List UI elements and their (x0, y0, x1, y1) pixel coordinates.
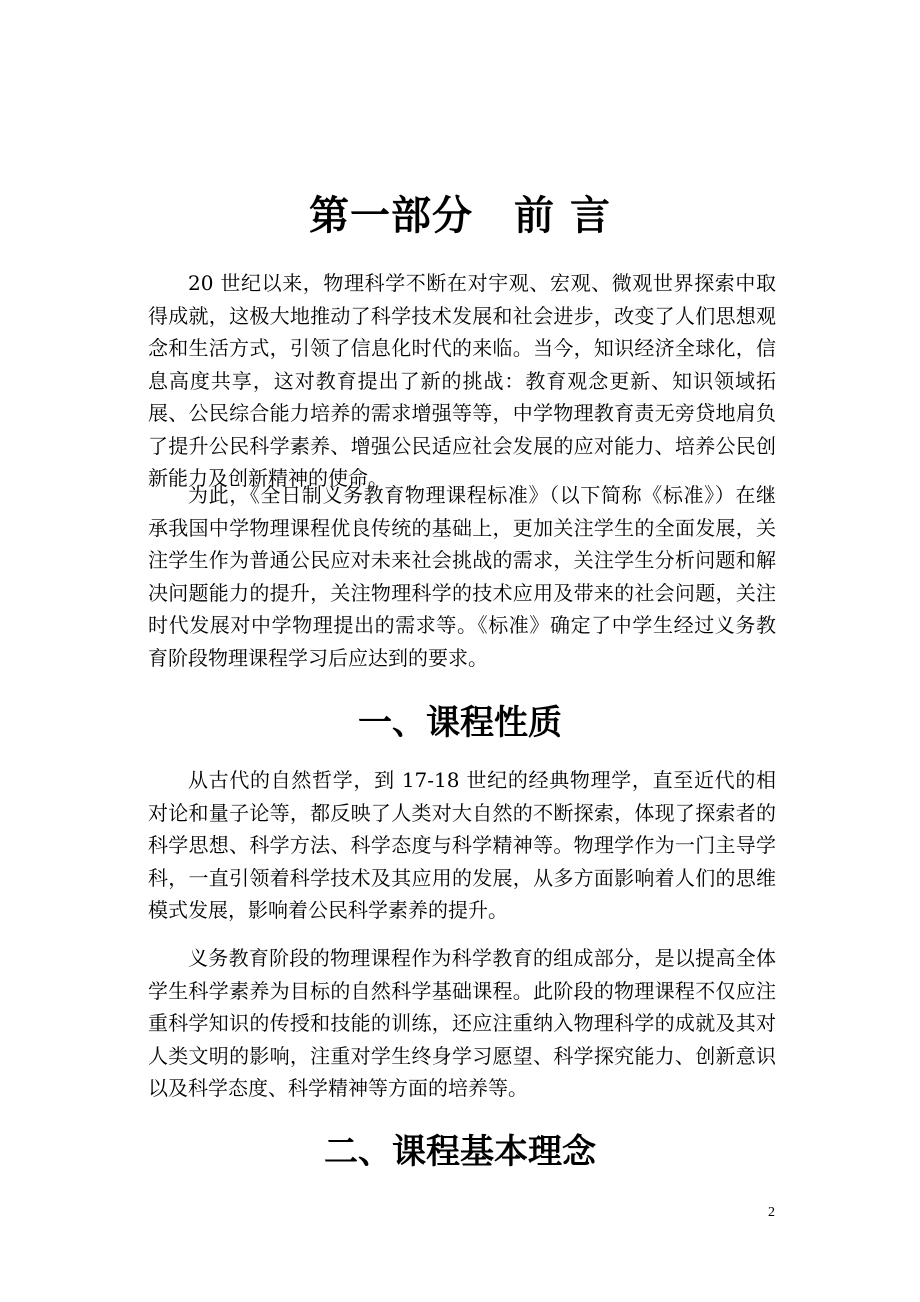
page-title: 第一部分 前 言 (309, 193, 611, 239)
section-heading-basic-concepts: 二、课程基本理念 (324, 1132, 596, 1172)
course-nature-paragraph-1: 从古代的自然哲学，到 17-18 世纪的经典物理学，直至近代的相对论和量子论等，都反映了人类对大自然的不断探索，体现了探索者的科学思想、科学方法、科学态度与科学精神等。物理学作为一门主导学科，一直引领着科学技术及其应用的发展，从多方面影响着人们的思维模式发展，影响着公民科学素养的提升。 (148, 768, 776, 922)
page-number: 2 (768, 1205, 775, 1220)
intro-paragraph-1: 20 世纪以来，物理科学不断在对宇观、宏观、微观世界探索中取得成就，这极大地推动了科学技术发展和社会进步，改变了人们思想观念和生活方式，引领了信息化时代的来临。当今，知识经济全球化，信息高度共享，这对教育提出了新的挑战：教育观念更新、知识领域拓展、公民综合能力培养的需求增强等等，中学物理教育责无旁贷地肩负了提升公民科学素养、增强公民适应社会发展的应对能力、培养公民创新能力及创新精神的使命。 (148, 271, 776, 490)
section-heading-course-nature: 一、课程性质 (358, 703, 562, 743)
course-nature-paragraph-2: 义务教育阶段的物理课程作为科学教育的组成部分，是以提高全体学生科学素养为目标的自然科学基础课程。此阶段的物理课程不仅应注重科学知识的传授和技能的训练，还应注重纳入物理科学的成就及其对人类文明的影响，注重对学生终身学习愿望、科学探究能力、创新意识以及科学态度、科学精神等方面的培养等。 (148, 946, 776, 1100)
intro-paragraph-2: 为此，《全日制义务教育物理课程标准》（以下简称《标准》）在继承我国中学物理课程优良传统的基础上，更加关注学生的全面发展，关注学生作为普通公民应对未来社会挑战的需求，关注学生分析问题和解决问题能力的提升，关注物理科学的技术应用及带来的社会问题，关注时代发展对中学物理提出的需求等。《标准》确定了中学生经过义务教育阶段物理课程学习后应达到的要求。 (148, 483, 776, 670)
